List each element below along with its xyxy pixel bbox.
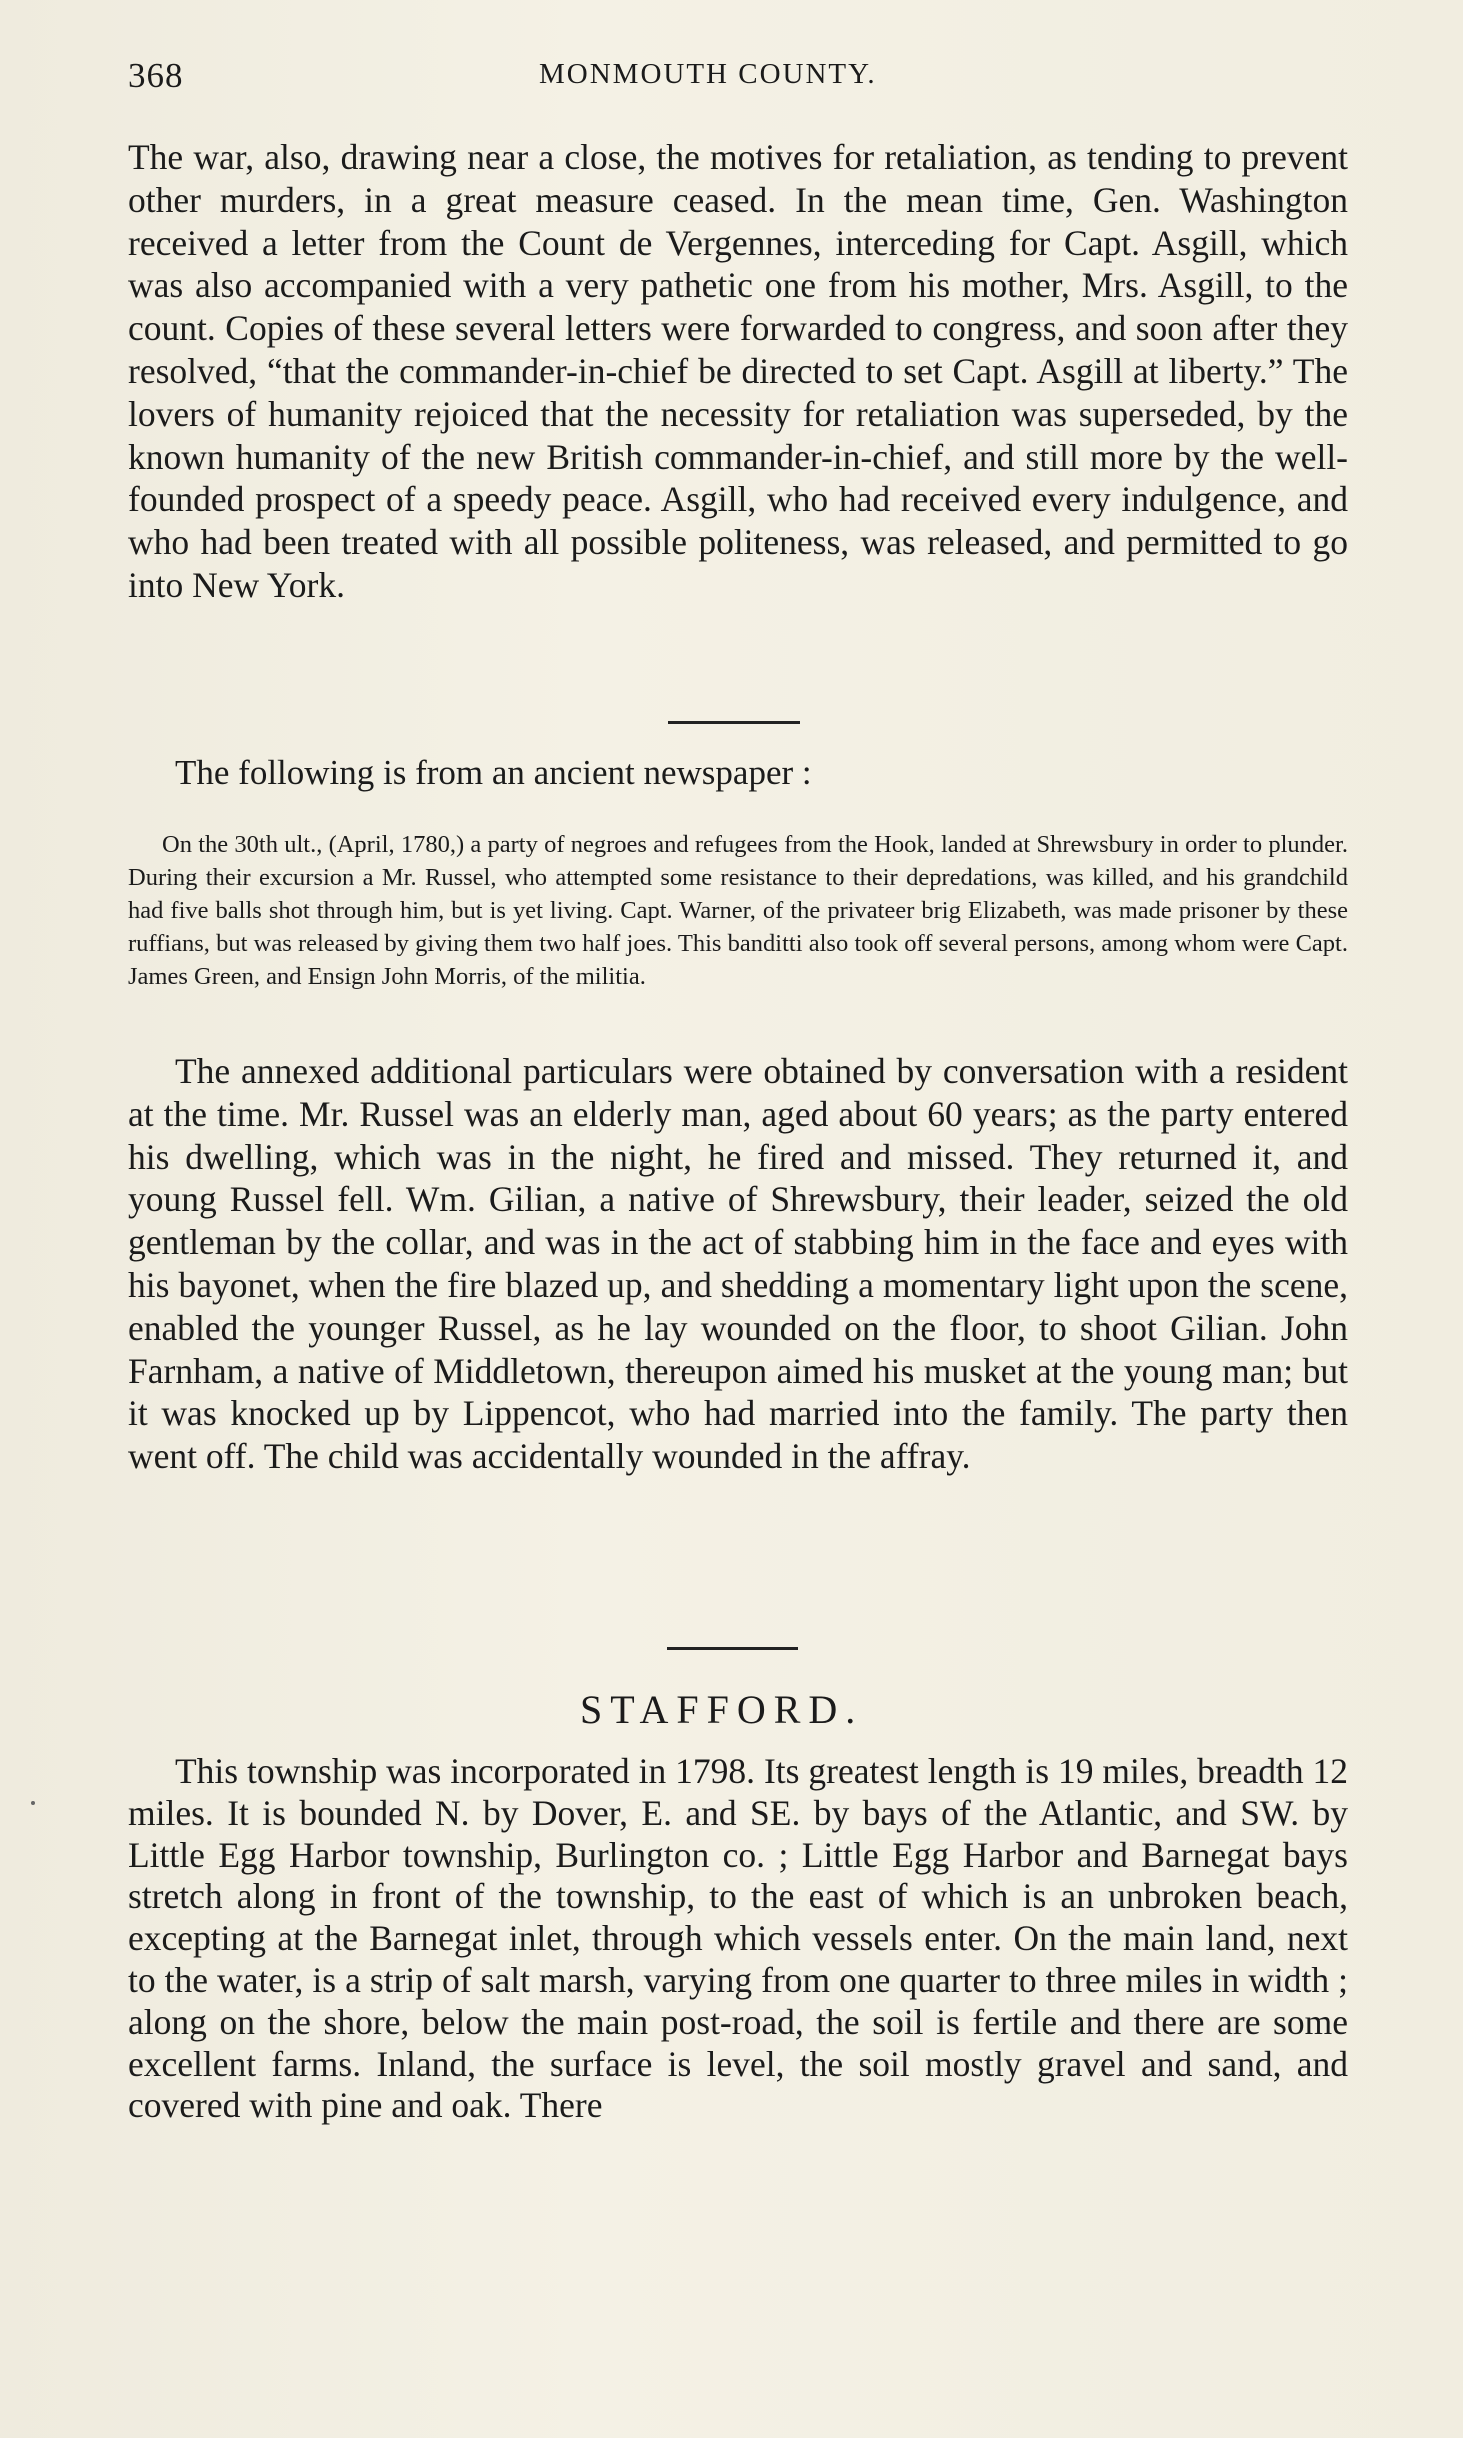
running-head: MONMOUTH COUNTY. — [539, 58, 877, 90]
margin-speck — [31, 1801, 35, 1805]
stafford-heading: STAFFORD. — [580, 1687, 864, 1732]
newspaper-quotation: On the 30th ult., (April, 1780,) a party of negroes and refugees from the Hook, landed at Shrewsbury in order to plunder. During their excursion a Mr. Russel, who attempted some resistance to their depredations, was killed, and his grandchild had five balls shot through him, but is yet living. Capt. Warner, of the privateer brig Elizabeth, was made prisoner by these ruffians, but was released by giving them two half joes. This banditti also took off several persons, among whom were Capt. James Green, and Ensign John Morris, of the militia. — [128, 830, 1348, 991]
stafford-paragraph: This township was incorporated in 1798. Its greatest length is 19 miles, breadth 12 miles. It is bounded N. by Dover, E. and SE. by bays of the Atlantic, and SW. by Little Egg Harbor township, Burlington co. ; Little Egg Harbor and Barnegat bays stretch along in front of the township, to the east of which is an unbroken beach, excepting at the Barnegat inlet, through which vessels enter. On the main land, next to the water, is a strip of salt marsh, varying from one quarter to three miles in width ; along on the shore, below the main post-road, the soil is fertile and there are some excellent farms. Inland, the surface is level, the soil mostly gravel and sand, and covered with pine and oak. There — [128, 1751, 1348, 2126]
page-header — [128, 54, 1348, 102]
additional-particulars-paragraph: The annexed additional particulars were obtained by conversation with a resident at the time. Mr. Russel was an elderly man, aged about 60 years; as the party entered his dwelling, which was in the night, he fired and missed. They returned it, and young Russel fell. Wm. Gilian, a native of Shrewsbury, their leader, seized the old gentleman by the collar, and was in the act of stabbing him in the face and eyes with his bayonet, when the fire blazed up, and shedding a momentary light upon the scene, enabled the younger Russel, as he lay wounded on the floor, to shoot Gilian. John Farnham, a native of Middletown, thereupon aimed his musket at the young man; but it was knocked up by Lippencot, who had married into the family. The party then went off. The child was accidentally wounded in the affray. — [128, 1051, 1348, 1477]
section-divider-top — [668, 721, 800, 724]
newspaper-intro: The following is from an ancient newspaper : — [175, 753, 812, 792]
page-number: 368 — [128, 56, 184, 95]
section-divider-bottom — [667, 1647, 798, 1650]
retaliation-paragraph: The war, also, drawing near a close, the motives for retaliation, as tending to prevent other murders, in a great measure ceased. In the mean time, Gen. Washington received a letter from the Count de Vergennes, interceding for Capt. Asgill, which was also accompanied with a very pathetic one from his mother, Mrs. Asgill, to the count. Copies of these several letters were forwarded to congress, and soon after they resolved, “that the commander-in-chief be directed to set Capt. Asgill at liberty.” The lovers of humanity rejoiced that the necessity for retaliation was superseded, by the known humanity of the new British commander-in-chief, and still more by the well-founded prospect of a speedy peace. Asgill, who had received every indulgence, and who had been treated with all possible politeness, was released, and permitted to go into New York. — [128, 137, 1348, 605]
